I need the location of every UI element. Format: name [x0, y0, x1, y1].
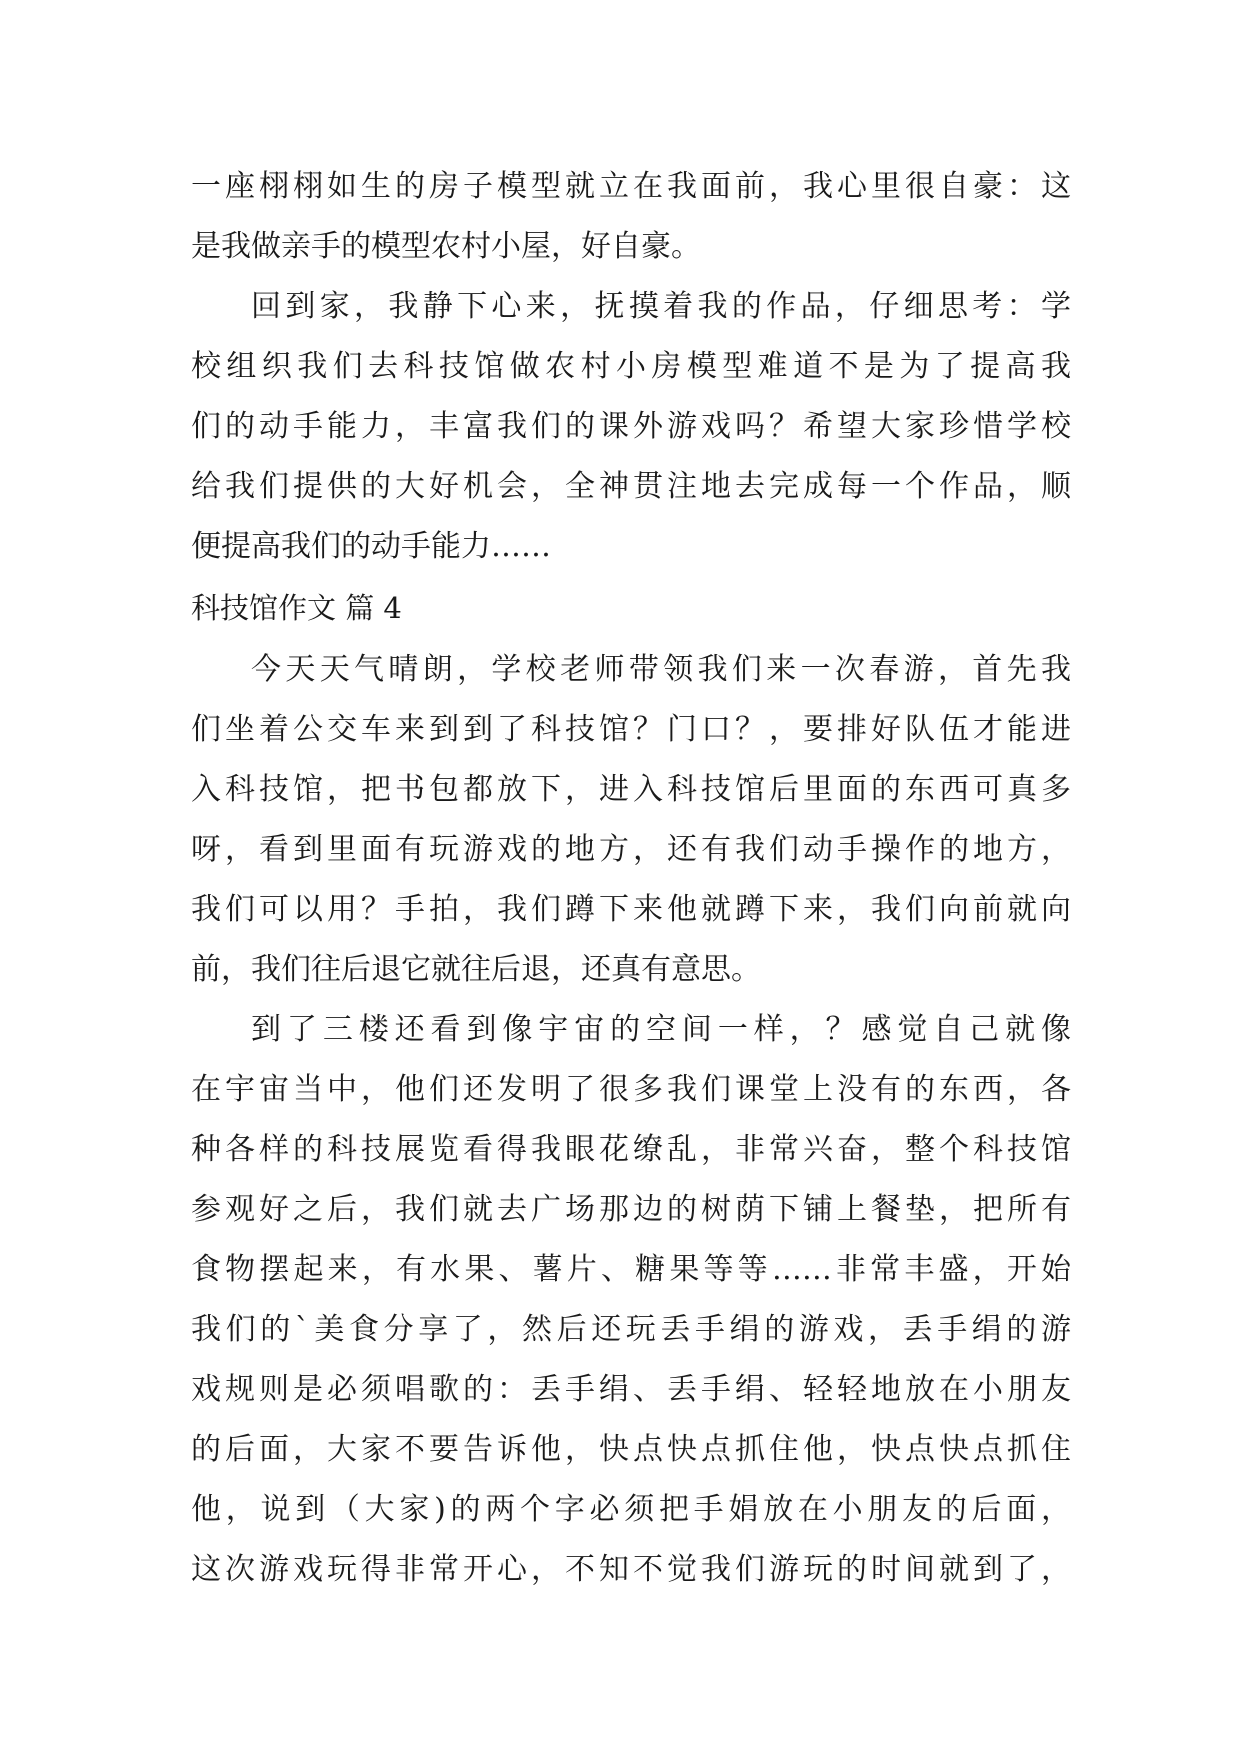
text-line: 一座栩栩如生的房子模型就立在我面前，我心里很自豪：这: [191, 169, 1071, 204]
text-line: 们的动手能力，丰富我们的课外游戏吗？希望大家珍惜学校: [191, 409, 1071, 444]
text-line: 的后面，大家不要告诉他，快点快点抓住他，快点快点抓住: [191, 1432, 1071, 1467]
text-line: 们坐着公交车来到到了科技馆？门口？，要排好队伍才能进: [191, 712, 1071, 747]
text-line: 校组织我们去科技馆做农村小房模型难道不是为了提高我: [191, 349, 1071, 384]
text-line: 参观好之后，我们就去广场那边的树荫下铺上餐垫，把所有: [191, 1192, 1071, 1227]
text-line: 到了三楼还看到像宇宙的空间一样，？感觉自己就像: [251, 1012, 1071, 1047]
text-line: 我们可以用？手拍，我们蹲下来他就蹲下来，我们向前就向: [191, 892, 1071, 927]
text-line: 给我们提供的大好机会，全神贯注地去完成每一个作品，顺: [191, 469, 1071, 504]
document-page: [191, 157, 1071, 1600]
text-line: 回到家，我静下心来，抚摸着我的作品，仔细思考：学: [251, 289, 1071, 324]
text-line: 我们的`美食分享了，然后还玩丢手绢的游戏，丢手绢的游: [191, 1312, 1071, 1347]
text-line: 便提高我们的动手能力……: [191, 529, 551, 564]
text-line: 在宇宙当中，他们还发明了很多我们课堂上没有的东西，各: [191, 1072, 1071, 1107]
text-line: 是我做亲手的模型农村小屋，好自豪。: [191, 229, 701, 264]
text-line: 食物摆起来，有水果、薯片、糖果等等……非常丰盛，开始: [191, 1252, 1071, 1287]
text-line: 戏规则是必须唱歌的：丢手绢、丢手绢、轻轻地放在小朋友: [191, 1372, 1071, 1407]
text-line: 他，说到（大家)的两个字必须把手娟放在小朋友的后面，: [191, 1492, 1071, 1527]
text-line: 种各样的科技展览看得我眼花缭乱，非常兴奋，整个科技馆: [191, 1132, 1071, 1167]
text-line: 今天天气晴朗，学校老师带领我们来一次春游，首先我: [251, 652, 1071, 687]
text-line: 入科技馆，把书包都放下，进入科技馆后里面的东西可真多: [191, 772, 1071, 807]
text-line: 前，我们往后退它就往后退，还真有意思。: [191, 952, 761, 987]
section-heading: 科技馆作文 篇 4: [191, 591, 402, 625]
text-line: 呀，看到里面有玩游戏的地方，还有我们动手操作的地方，: [191, 832, 1071, 867]
text-line: 这次游戏玩得非常开心，不知不觉我们游玩的时间就到了，: [191, 1552, 1071, 1587]
